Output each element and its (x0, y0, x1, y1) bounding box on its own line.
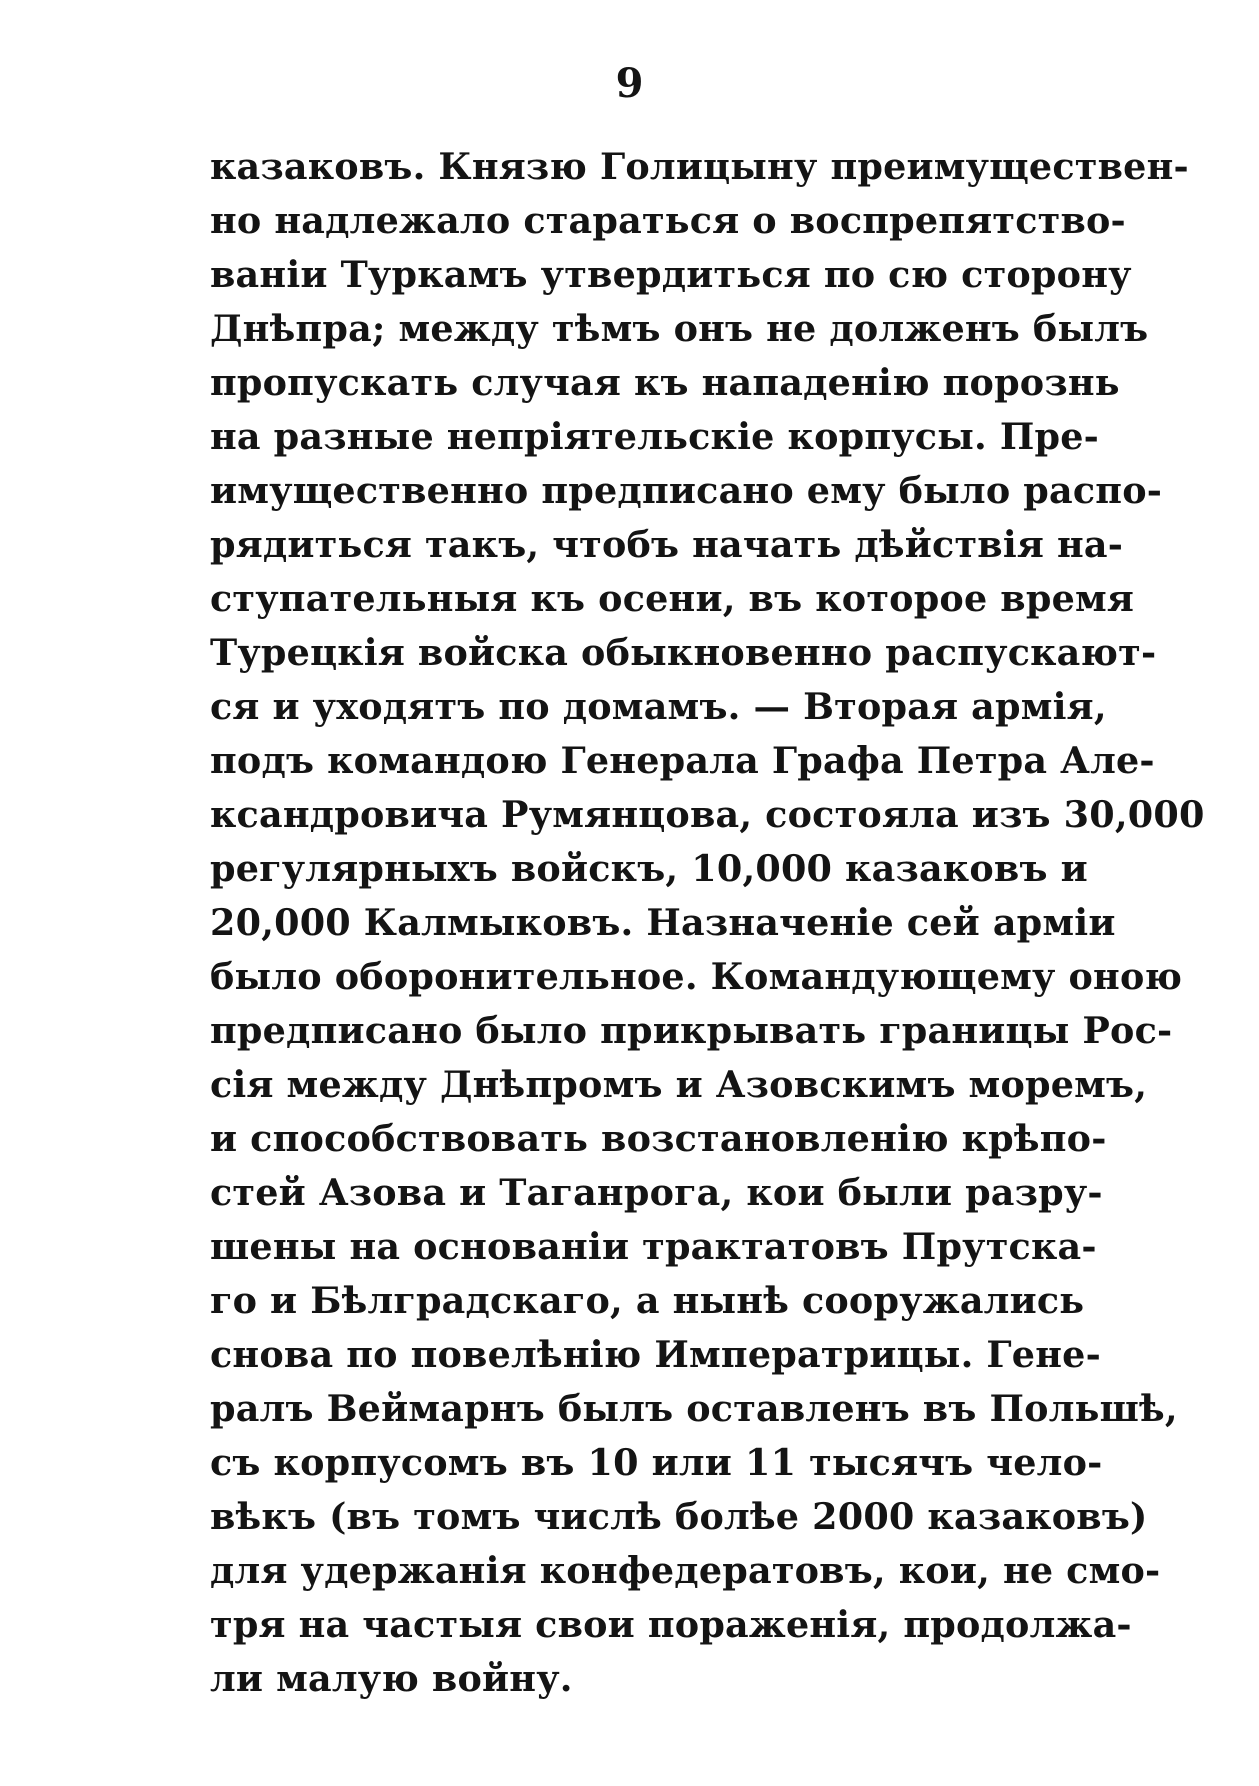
text-line: для удержанія конфедератовъ, кои, не смо- (210, 1549, 1161, 1592)
text-line: го и Бѣлградскаго, а нынѣ сооружались (210, 1279, 1085, 1322)
text-line: ся и уходятъ по домамъ. — Вторая армія, (210, 685, 1107, 728)
text-line: шены на основаніи трактатовъ Прутска- (210, 1225, 1097, 1268)
text-line: казаковъ. Князю Голицыну преимуществен- (210, 145, 1189, 188)
text-line: вѣкъ (въ томъ числѣ болѣе 2000 казаковъ) (210, 1495, 1148, 1538)
body-text (210, 140, 1205, 1706)
text-line: на разные непріятельскіе корпусы. Пре- (210, 415, 1099, 458)
text-line: ступательныя къ осени, въ которое время (210, 577, 1135, 620)
text-line: рядиться такъ, чтобъ начать дѣйствія на- (210, 523, 1124, 566)
text-line: имущественно предписано ему было распо- (210, 469, 1163, 512)
text-line: подъ командою Генерала Графа Петра Але- (210, 739, 1155, 782)
text-line: 20,000 Калмыковъ. Назначеніе сей арміи (210, 901, 1116, 944)
text-line: ралъ Веймарнъ былъ оставленъ въ Польшѣ, (210, 1387, 1178, 1430)
text-line: было оборонительное. Командующему оною (210, 955, 1183, 998)
text-line: регулярныхъ войскъ, 10,000 казаковъ и (210, 847, 1088, 890)
page-number: 9 (615, 60, 644, 107)
text-line: но надлежало стараться о воспрепятство- (210, 199, 1126, 242)
text-line: стей Азова и Таганрога, кои были разру- (210, 1171, 1103, 1214)
text-line: пропускать случая къ нападенію порознь (210, 361, 1120, 404)
text-line: ли малую войну. (210, 1657, 573, 1700)
text-line: предписано было прикрывать границы Рос- (210, 1009, 1173, 1052)
text-line: съ корпусомъ въ 10 или 11 тысячъ чело- (210, 1441, 1103, 1484)
text-line: тря на частыя свои пораженія, продолжа- (210, 1603, 1132, 1646)
text-line: ваніи Туркамъ утвердиться по сю сторону (210, 253, 1132, 296)
text-line: Днѣпра; между тѣмъ онъ не долженъ былъ (210, 307, 1149, 350)
text-line: ксандровича Румянцова, состояла изъ 30,000 (210, 793, 1205, 836)
text-line: и способствовать возстановленію крѣпо- (210, 1117, 1107, 1160)
text-line: снова по повелѣнію Императрицы. Гене- (210, 1333, 1101, 1376)
text-line: Турецкія войска обыкновенно распускают- (210, 631, 1157, 674)
text-line: сія между Днѣпромъ и Азовскимъ моремъ, (210, 1063, 1148, 1106)
